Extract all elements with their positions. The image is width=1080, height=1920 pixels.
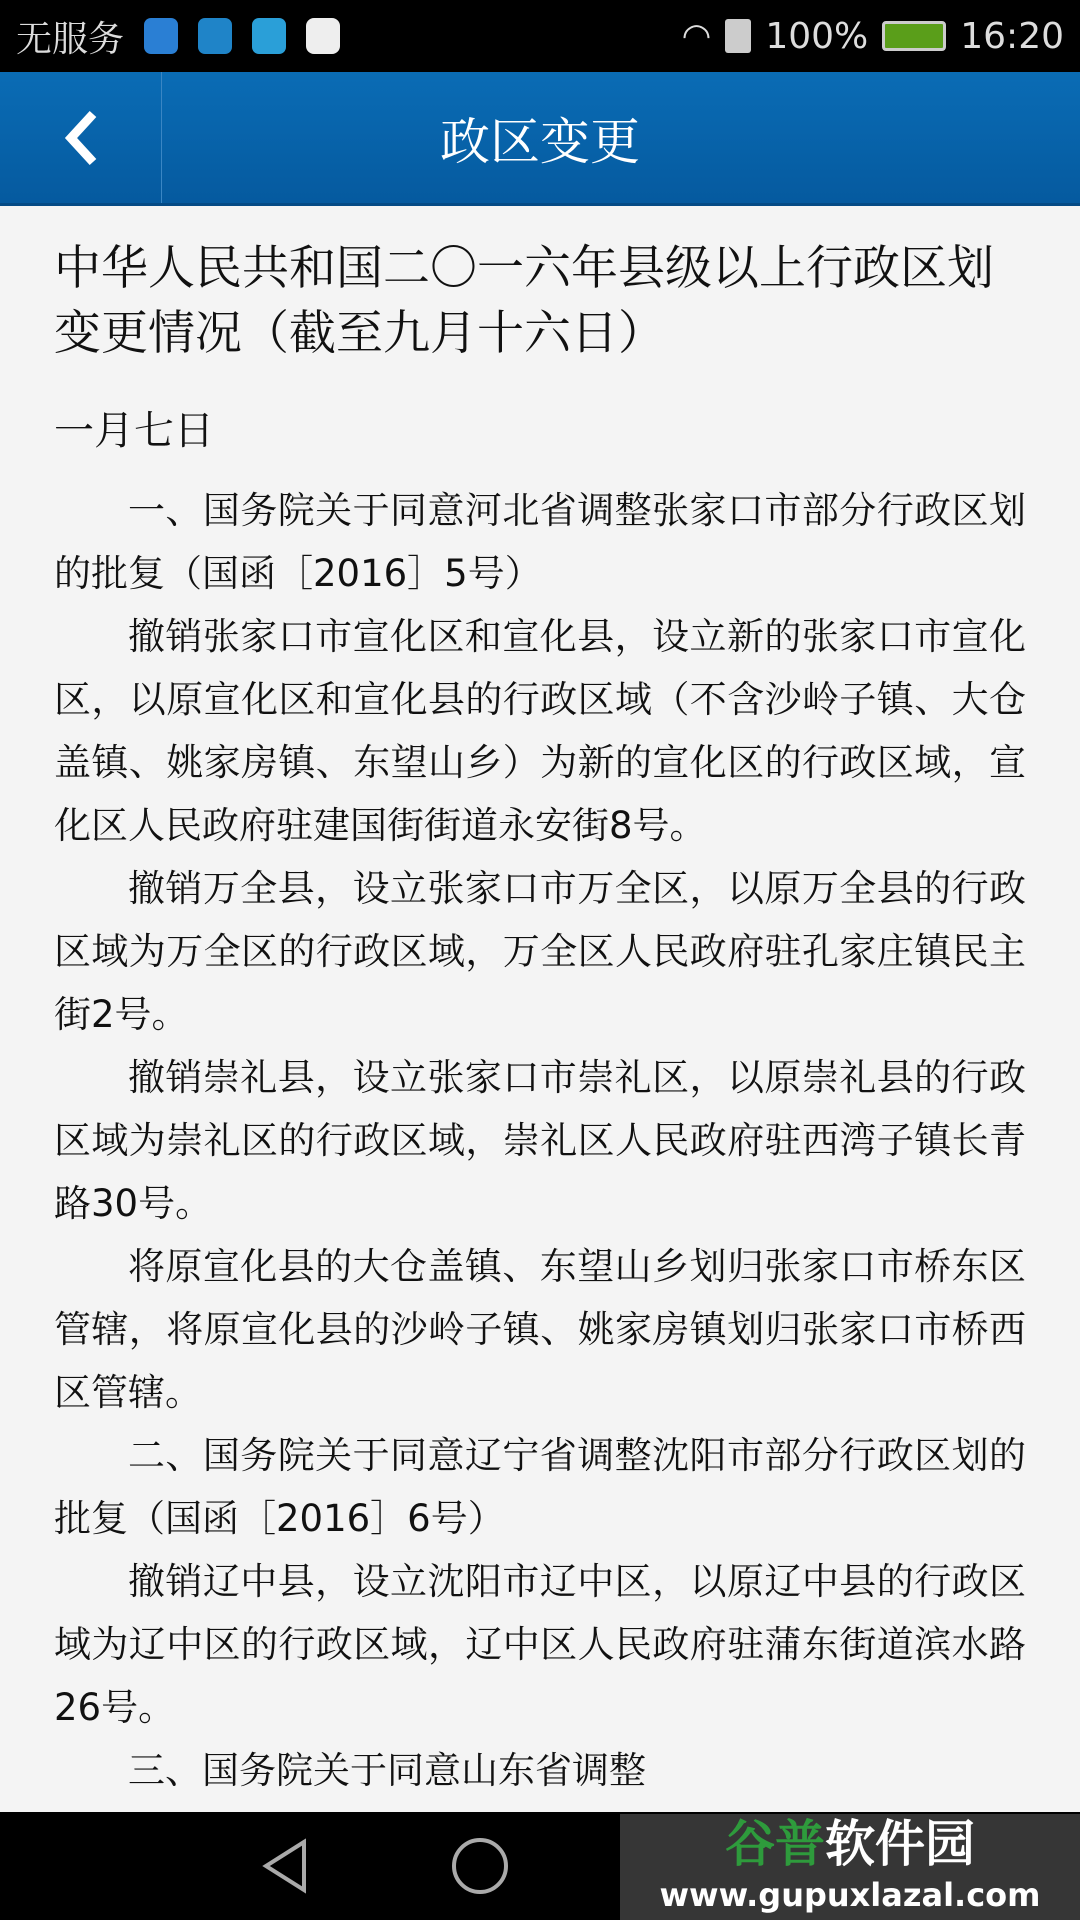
paragraph: 撤销万全县，设立张家口市万全区，以原万全县的行政区域为万全区的行政区域，万全区人民政府驻孔家庄镇民主街2号。 xyxy=(54,867,1026,1036)
back-triangle-icon[interactable] xyxy=(260,1838,310,1894)
section-date: 一月七日 xyxy=(54,408,214,454)
paragraph: 一、国务院关于同意河北省调整张家口市部分行政区划的批复（国函［2016］5号） xyxy=(54,489,1026,595)
article[interactable] xyxy=(54,206,1026,1812)
watermark-name-white: 软件园 xyxy=(825,1815,975,1873)
watermark-name-green: 谷普 xyxy=(725,1815,825,1873)
chevron-left-icon xyxy=(61,110,101,166)
paragraph: 二、国务院关于同意辽宁省调整沈阳市部分行政区划的批复（国函［2016］6号） xyxy=(54,1434,1026,1540)
paragraph: 将原宣化县的大仓盖镇、东望山乡划归张家口市桥东区管辖，将原宣化县的沙岭子镇、姚家房镇划归张家口市桥西区管辖。 xyxy=(54,1245,1026,1414)
usb-icon xyxy=(252,18,286,54)
paragraph: 撤销崇礼县，设立张家口市崇礼区，以原崇礼县的行政区域为崇礼区的行政区域，崇礼区人民政府驻西湾子镇长青路30号。 xyxy=(54,1056,1026,1225)
page-title: 政区变更 xyxy=(440,112,640,171)
carrier-label: 无服务 xyxy=(16,18,125,60)
clock: 16:20 xyxy=(960,15,1064,57)
watermark-url: www.gupuxlazal.com xyxy=(659,1876,1041,1914)
status-bar xyxy=(0,0,1080,72)
battery-charging-icon xyxy=(882,21,946,51)
back-button[interactable] xyxy=(0,72,162,203)
paragraph: 三、国务院关于同意山东省调整 xyxy=(128,1749,646,1792)
article-title: 中华人民共和国二〇一六年县级以上行政区划变更情况（截至九月十六日） xyxy=(54,241,994,361)
home-circle-icon[interactable] xyxy=(450,1836,510,1896)
battery-percent: 100% xyxy=(765,15,869,57)
app-icon xyxy=(306,18,340,54)
wifi-icon: ◠ xyxy=(681,16,712,56)
paragraph: 撤销张家口市宣化区和宣化县，设立新的张家口市宣化区，以原宣化区和宣化县的行政区域（不含沙岭子镇、大仓盖镇、姚家房镇、东望山乡）为新的宣化区的行政区域，宣化区人民政府驻建国街街道永安街8号。 xyxy=(54,615,1026,847)
watermark xyxy=(620,1814,1080,1920)
health-app-icon xyxy=(198,18,232,54)
app-header xyxy=(0,72,1080,206)
sim-alert-icon xyxy=(725,19,751,53)
paragraph: 撤销辽中县，设立沈阳市辽中区，以原辽中县的行政区域为辽中区的行政区域，辽中区人民政府驻蒲东街道滨水路26号。 xyxy=(54,1560,1026,1729)
contacts-app-icon xyxy=(144,18,178,54)
